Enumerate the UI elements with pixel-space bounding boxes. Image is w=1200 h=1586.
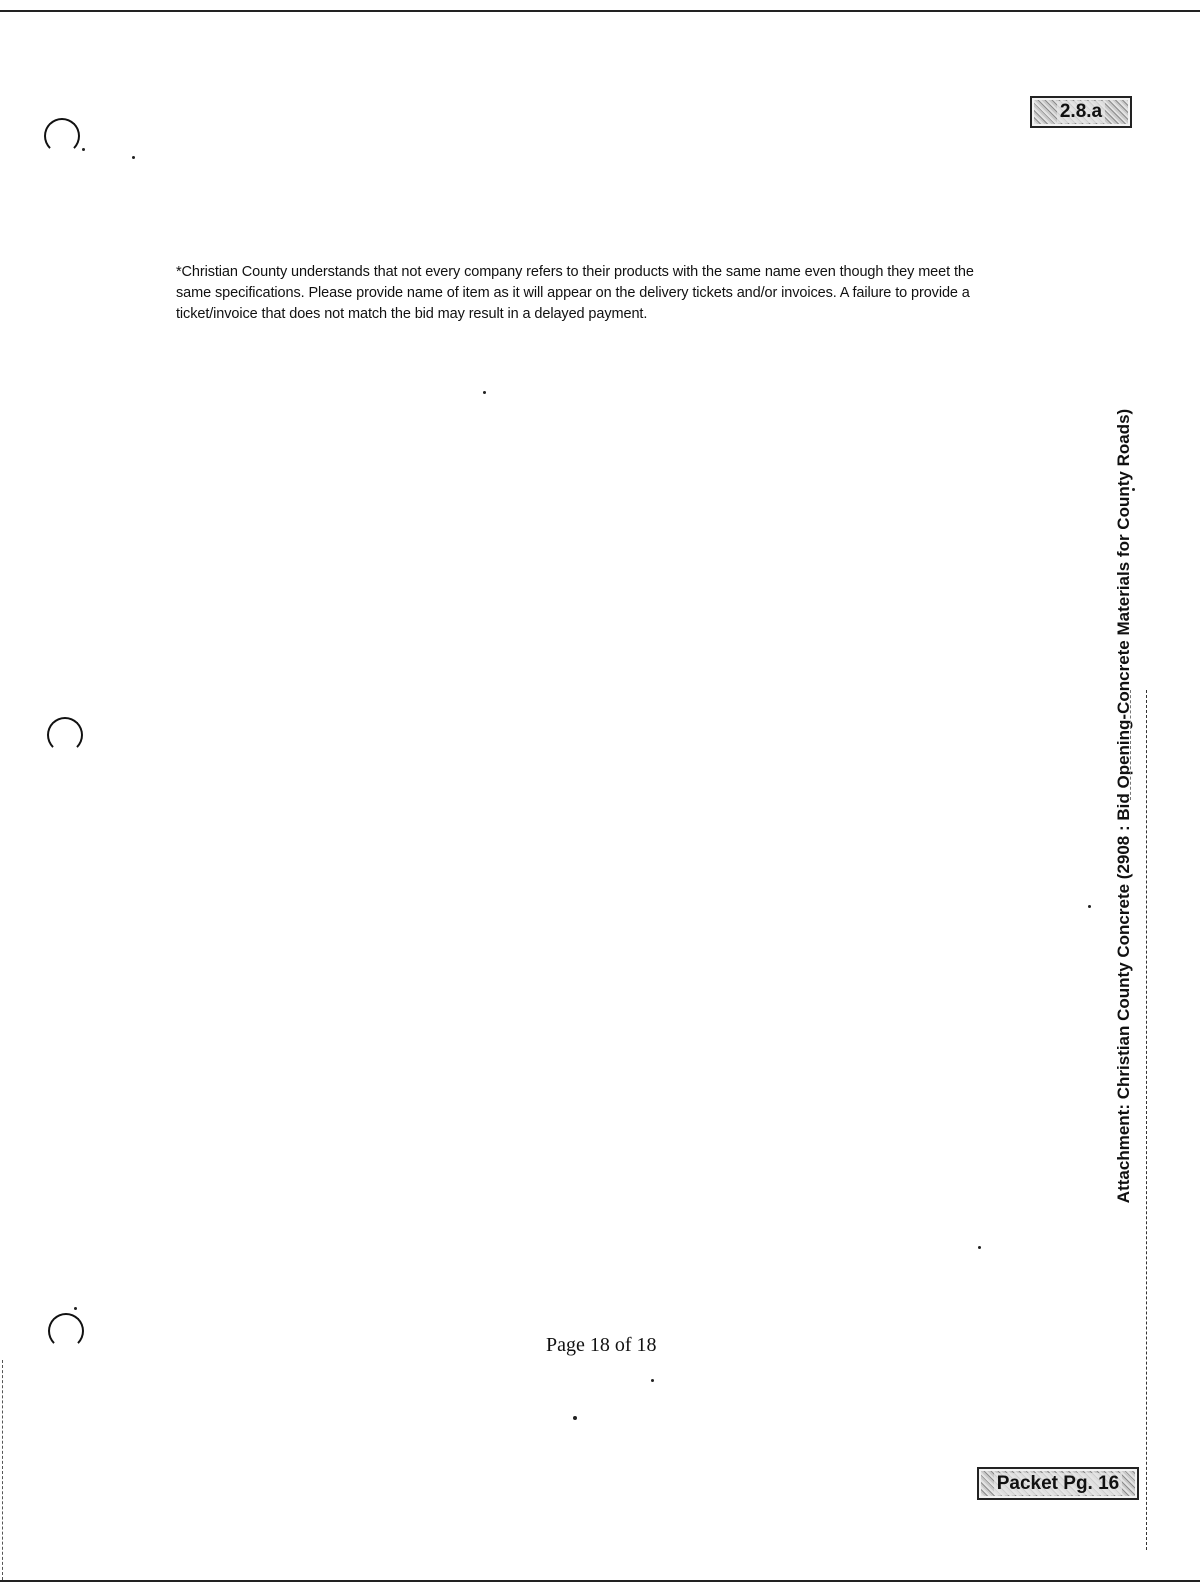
footnote-line: same specifications. Please provide name of item as it will appear on the delivery tickets and/or invoices. A failure to provide a <box>176 285 970 301</box>
punch-hole-middle <box>47 717 83 753</box>
packet-page-badge-text: Packet Pg. 16 <box>994 1473 1123 1495</box>
scan-edge-line <box>2 1360 3 1580</box>
scan-speck <box>978 1246 981 1249</box>
section-badge <box>1030 96 1132 128</box>
scan-speck <box>1088 905 1091 908</box>
scan-speck <box>651 1379 654 1382</box>
scan-edge-line <box>1146 690 1147 1550</box>
footnote-line: *Christian County understands that not every company refers to their products with the same name even though they meet the <box>176 264 974 280</box>
scan-speck <box>82 148 85 151</box>
scan-speck <box>132 156 135 159</box>
section-badge-text: 2.8.a <box>1057 101 1105 123</box>
footnote-paragraph <box>176 262 1086 325</box>
attachment-label: Attachment: Christian County Concrete (2908 : Bid Opening-Concrete Materials for County Roads) <box>1114 408 1133 1204</box>
scan-edge-line <box>1130 690 1131 800</box>
top-border-line <box>0 10 1200 12</box>
scan-speck <box>74 1307 77 1310</box>
punch-hole-top <box>44 118 80 154</box>
punch-hole-bottom <box>48 1313 84 1349</box>
packet-page-badge <box>977 1467 1139 1500</box>
scan-speck <box>483 391 486 394</box>
footnote-line: ticket/invoice that does not match the bid may result in a delayed payment. <box>176 306 648 322</box>
scan-speck <box>573 1416 577 1420</box>
bottom-border-line <box>0 1580 1200 1582</box>
page-number: Page 18 of 18 <box>546 1334 657 1356</box>
